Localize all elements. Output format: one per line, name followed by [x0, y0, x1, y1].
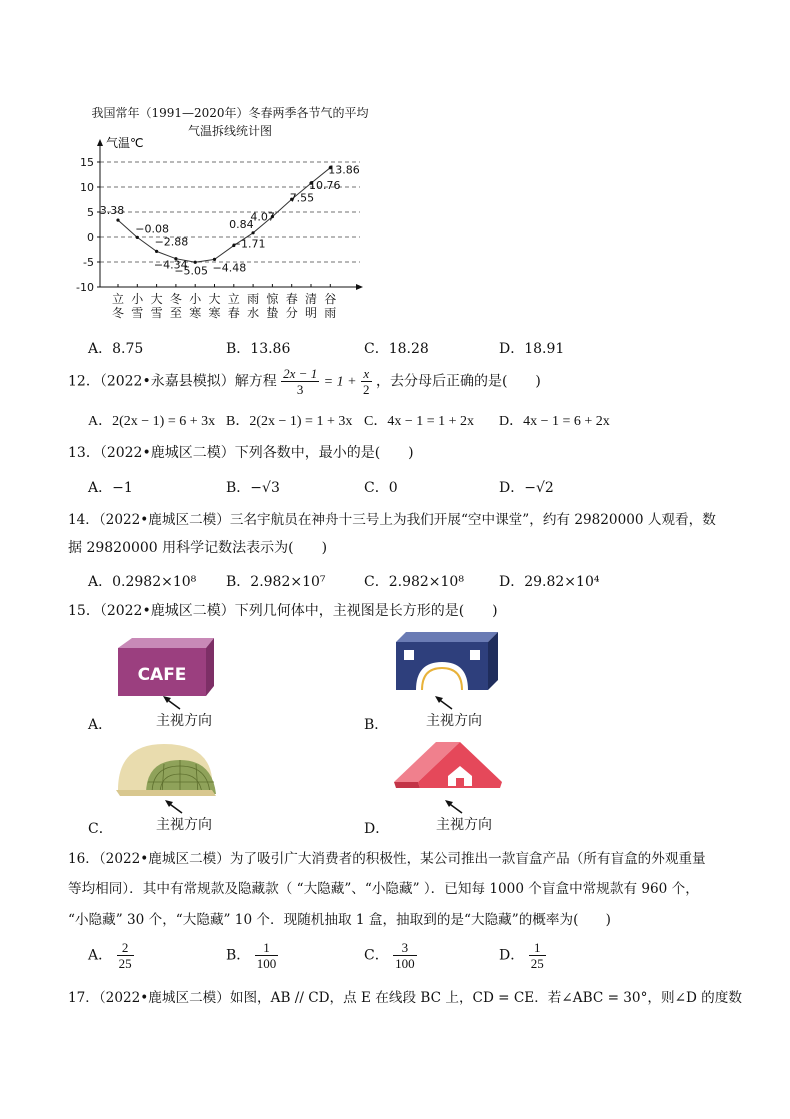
q14-option-c[interactable]: C．2.982×10⁸: [364, 574, 464, 590]
q12-frac1-denominator: 3: [296, 382, 304, 397]
q12-frac2-numerator: x: [361, 366, 372, 382]
x-tick-label: 清: [304, 292, 318, 306]
q16-stem-line1: 16．（2022•鹿城区二模）为了吸引广大消费者的积极性，某公司推出一款盲盒产品（所有盲盒的外观重量: [68, 851, 706, 867]
data-label: −1.71: [231, 237, 266, 251]
bridge-block-image: [390, 628, 505, 694]
y-axis-arrow-icon: [97, 139, 103, 146]
q14-option-a[interactable]: A．0.2982×10⁸: [88, 574, 197, 590]
data-label: −4.34: [153, 258, 188, 272]
q12-fraction-2: [361, 366, 372, 397]
q16-option-b[interactable]: [226, 940, 278, 971]
data-label: −4.48: [212, 261, 247, 275]
q15-option-b[interactable]: B．: [364, 717, 389, 733]
y-tick-label: -10: [76, 281, 94, 294]
data-point: [116, 219, 119, 222]
data-label: 4.07: [250, 210, 275, 224]
q14-stem-line1: 14．（2022•鹿城区二模）三名宇航员在神舟十三号上为我们开展“空中课堂”，约有 29820000 人观看，数: [68, 512, 716, 528]
q11-option-a[interactable]: A．8.75: [88, 341, 144, 357]
x-tick-label: 小: [131, 292, 144, 306]
q16-stem-line2: 等均相同）．其中有常规款及隐藏款（ “大隐藏”、“小隐藏” ）．已知每 1000 个盲盒中常规款有 960 个，: [68, 881, 699, 897]
q16-b-numerator: 1: [255, 940, 279, 956]
x-tick-label: 明: [304, 306, 318, 320]
q16-option-b-label: B．: [226, 947, 251, 964]
q16-option-a-fraction: [117, 940, 134, 971]
q16-b-denominator: 100: [256, 956, 277, 971]
q11-option-d[interactable]: D．18.91: [499, 341, 565, 357]
q14-option-d[interactable]: D．29.82×10⁴: [499, 574, 600, 590]
q13-option-c[interactable]: C．0: [364, 480, 398, 496]
q13-option-b[interactable]: B．−√3: [226, 480, 280, 496]
x-tick-label: 立: [227, 292, 240, 306]
q15-option-a[interactable]: A．: [88, 717, 113, 733]
data-label: −2.88: [154, 235, 189, 249]
q11-option-b[interactable]: B．13.86: [226, 341, 291, 357]
data-label: 7.55: [289, 191, 315, 205]
x-tick-label: 春: [285, 292, 298, 306]
dome-greenhouse-image: [112, 738, 227, 804]
roof-house-image: [390, 736, 510, 804]
x-tick-label: 雨: [324, 306, 337, 320]
q17-stem: 17．（2022•鹿城区二模）如图，AB // CD，点 E 在线段 BC 上，CD = CE．若∠ABC = 30°，则∠D 的度数: [68, 990, 742, 1006]
x-tick-label: 寒: [208, 306, 221, 320]
q11-option-c[interactable]: C．18.28: [364, 341, 429, 357]
y-tick-label: 5: [87, 206, 94, 219]
q12-equals: = 1 +: [323, 374, 357, 390]
series-line: [118, 168, 330, 263]
q12-option-a[interactable]: A．2(2x − 1) = 6 + 3x: [88, 414, 216, 429]
q16-stem-line3: “小隐藏” 30 个，“大隐藏” 10 个．现随机抽取 1 盒，抽取到的是“大隐藏”的概率为( ): [68, 912, 611, 928]
q14-stem-line2: 据 29820000 用科学记数法表示为( ): [68, 540, 328, 556]
q16-a-numerator: 2: [117, 940, 134, 956]
q12-option-d[interactable]: D．4x − 1 = 6 + 2x: [499, 414, 610, 429]
q16-c-numerator: 3: [393, 940, 417, 956]
q16-option-a[interactable]: [88, 940, 134, 971]
q13-stem: 13．（2022•鹿城区二模）下列各数中，最小的是( ): [68, 445, 414, 461]
x-tick-label: 雪: [131, 306, 144, 320]
x-tick-label: 蛰: [266, 306, 279, 320]
q16-option-c-label: C．: [364, 947, 389, 964]
q14-option-b[interactable]: B．2.982×10⁷: [226, 574, 326, 590]
q15-d-direction-label: 主视方向: [436, 817, 492, 833]
x-tick-label: 冬: [111, 306, 125, 320]
data-label: −0.08: [135, 222, 170, 236]
q13-option-d[interactable]: D．−√2: [499, 480, 554, 496]
q15-c-direction-label: 主视方向: [156, 817, 212, 833]
data-label: 10.76: [309, 179, 341, 193]
q12-prefix: 12．（2022•永嘉县模拟）解方程: [68, 373, 277, 390]
q12-suffix: ，去分母后正确的是( ): [375, 373, 541, 390]
q16-d-numerator: 1: [529, 940, 546, 956]
temperature-line-chart: [60, 132, 390, 322]
q12-frac2-denominator: 2: [363, 382, 370, 397]
chart-title: 我国常年（1991—2020年）冬春两季各节气的平均: [91, 106, 369, 120]
data-point: [252, 231, 255, 234]
x-axis-arrow-icon: [356, 284, 363, 290]
x-tick-label: 至: [169, 306, 182, 320]
x-tick-label: 小: [189, 292, 202, 306]
q12-fraction-1: [281, 366, 319, 397]
data-label: −5.05: [174, 264, 209, 278]
q16-option-c-fraction: [393, 940, 417, 971]
q15-option-d[interactable]: D．: [364, 821, 390, 837]
x-tick-label: 立: [111, 292, 125, 306]
q15-stem: 15．（2022•鹿城区二模）下列几何体中，主视图是长方形的是( ): [68, 603, 498, 619]
q16-option-d[interactable]: [499, 940, 546, 971]
q16-c-denominator: 100: [395, 956, 415, 971]
data-label: 0.84: [229, 217, 254, 231]
q12-frac1-numerator: 2x − 1: [283, 366, 318, 381]
q16-option-d-label: D．: [499, 947, 525, 964]
q16-option-a-label: A．: [88, 947, 113, 964]
y-axis-label: 气温℃: [106, 136, 144, 150]
data-label: 3.38: [99, 204, 125, 218]
x-tick-label: 春: [227, 306, 240, 320]
q13-option-a[interactable]: A．−1: [88, 480, 133, 496]
y-tick-label: 10: [80, 181, 94, 194]
q16-option-c[interactable]: [364, 940, 417, 971]
q16-a-denominator: 25: [118, 956, 132, 971]
q15-a-direction-label: 主视方向: [156, 713, 212, 729]
x-tick-label: 水: [247, 306, 260, 320]
q12-option-b[interactable]: B．2(2x − 1) = 1 + 3x: [226, 414, 353, 429]
x-tick-label: 冬: [169, 292, 182, 306]
q16-option-b-fraction: [255, 940, 279, 971]
x-tick-label: 大: [208, 292, 221, 306]
y-tick-label: 15: [80, 156, 94, 169]
data-point: [155, 250, 158, 253]
x-tick-label: 谷: [324, 292, 337, 306]
y-tick-label: -5: [83, 256, 94, 269]
x-tick-label: 大: [150, 292, 163, 306]
q16-option-d-fraction: [529, 940, 546, 971]
y-tick-label: 0: [87, 231, 94, 244]
x-tick-label: 分: [285, 306, 298, 320]
q16-d-denominator: 25: [530, 956, 544, 971]
q15-b-direction-label: 主视方向: [426, 713, 482, 729]
data-point: [136, 236, 139, 239]
cafe-sign-text: CAFE: [137, 665, 187, 685]
x-tick-label: 寒: [189, 306, 202, 320]
x-tick-label: 雪: [150, 306, 163, 320]
q12-option-c[interactable]: C．4x − 1 = 1 + 2x: [364, 414, 475, 429]
q15-option-c[interactable]: C．: [88, 821, 113, 837]
x-tick-label: 惊: [266, 292, 279, 306]
data-label: 13.86: [328, 163, 360, 177]
q12-stem: [68, 366, 541, 397]
chart-subtitle: 气温拆线统计图: [187, 124, 272, 138]
x-tick-label: 雨: [247, 292, 260, 306]
